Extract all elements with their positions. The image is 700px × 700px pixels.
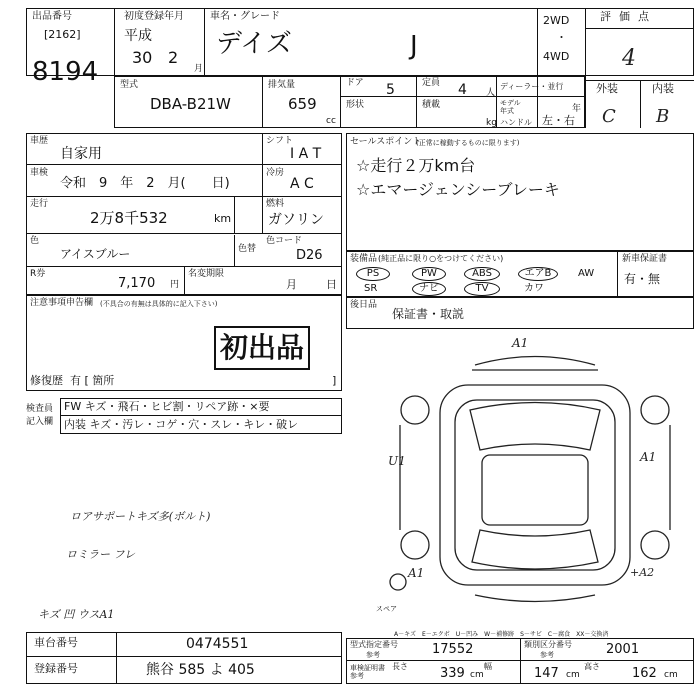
mileage: 2万8千532 <box>90 209 168 227</box>
cat-sub: 参考 <box>540 651 554 659</box>
cat-no: 2001 <box>606 642 640 657</box>
handwritten-line-1: ロアサポートキズ多(ボルト) <box>70 510 211 523</box>
mileage-label: 走行 <box>30 199 49 209</box>
shape-label: 形状 <box>346 100 365 110</box>
handwritten-line-3: キズ 凹 ウスA1 <box>38 608 115 621</box>
int-label: 内装 <box>652 82 674 95</box>
color-label: 色 <box>30 236 40 246</box>
recycle: 7,170 <box>118 276 156 291</box>
lot-sub: [2162] <box>44 28 81 41</box>
equip-pw[interactable]: PW <box>412 267 446 281</box>
chassis-label: 車台番号 <box>34 636 78 649</box>
plate: 熊谷 585 よ 405 <box>146 662 255 678</box>
int-grade: B <box>656 106 670 127</box>
notes-sub: (不具合の有無は具体的に記入下さい) <box>100 300 218 308</box>
model-label: 型式 <box>120 80 139 90</box>
entry-row-2: 内装 キズ・汚レ・コゲ・穴・スレ・キレ・破レ <box>64 418 299 431</box>
hgt-unit: cm <box>664 670 678 680</box>
transfer-day: 日 <box>326 278 337 291</box>
name-label: 車名・グレード <box>210 11 280 22</box>
equipment-row-2 <box>356 282 618 296</box>
hgt: 162 <box>632 666 657 681</box>
equip-sr[interactable]: SR <box>364 283 378 294</box>
size-label: 車検証明書 参考 <box>350 664 385 680</box>
drive-4wd[interactable]: 4WD <box>543 50 570 63</box>
use: 自家用 <box>60 146 102 162</box>
wid: 147 <box>534 666 559 681</box>
diagram-legend: A－キズ E－エクボ U－凹み W－補修跡 S－サビ C－腐食 XX－交換済 <box>394 631 609 638</box>
accessories-label: 後日品 <box>350 300 378 310</box>
hgt-label: 高さ <box>584 662 600 671</box>
sales-point-1: ☆走行２万km台 <box>356 156 476 175</box>
entry-label-1: 検査員 <box>26 404 54 414</box>
score-label: 評価点 <box>600 10 657 23</box>
notes-label: 注意事項申告欄 <box>30 298 94 308</box>
equipment-row-1 <box>356 267 618 281</box>
era: 平成 <box>124 28 152 44</box>
plate-label: 登録番号 <box>34 662 78 675</box>
inspect: 令和 9 年 2 月( 日) <box>60 176 230 191</box>
recolor-label: 色替 <box>238 244 257 254</box>
damage-mark-left: U1 <box>388 454 406 468</box>
fuel-label: 燃料 <box>266 199 285 209</box>
seats-label: 定員 <box>422 78 441 88</box>
shift: I A T <box>290 146 322 162</box>
equip-airbag[interactable]: エアB <box>518 267 558 281</box>
load-label: 積載 <box>422 100 441 110</box>
car-name: デイズ <box>216 29 292 59</box>
disp-unit: cc <box>326 116 336 126</box>
sales-point-2: ☆エマージェンシーブレーキ <box>356 180 560 199</box>
color-code: D26 <box>296 248 323 263</box>
load-unit: kg <box>486 118 497 128</box>
type-label: 型式指定番号 <box>350 640 398 649</box>
equipment-sub: (純正品に限り○をつけてください) <box>378 254 504 263</box>
equip-leather[interactable]: カワ <box>524 283 544 294</box>
sales-label: セールスポイント <box>350 137 422 147</box>
ext-grade: C <box>602 106 616 127</box>
handle[interactable]: 左・右 <box>542 114 575 127</box>
handle-label: ハンドル <box>500 118 532 127</box>
fuel: ガソリン <box>268 212 324 228</box>
lot-number: 8194 <box>32 57 99 87</box>
damage-mark-rear-right: +A2 <box>630 566 655 579</box>
len-unit: cm <box>470 670 484 680</box>
chassis: 0474551 <box>186 636 249 652</box>
drive-2wd[interactable]: 2WD <box>543 14 570 27</box>
ac: A C <box>290 176 314 192</box>
equip-ps[interactable]: PS <box>356 267 390 281</box>
transfer-month: 月 <box>286 278 297 291</box>
score-value: 4 <box>622 46 636 71</box>
year: 30 <box>132 48 153 67</box>
inspect-label: 車検 <box>30 168 49 178</box>
use-label: 車歴 <box>30 136 49 146</box>
handwritten-line-2: ロミラー フレ <box>66 548 136 561</box>
len: 339 <box>440 666 465 681</box>
disp-label: 排気量 <box>268 80 296 90</box>
type-no: 17552 <box>432 642 474 657</box>
transfer-label: 名変期限 <box>188 269 225 279</box>
seats: 4 <box>458 82 467 98</box>
color-code-label: 色コード <box>266 236 303 246</box>
equip-abs[interactable]: ABS <box>464 267 500 281</box>
model-year-label: モデル年式 <box>500 99 521 115</box>
entry-label-2: 記入欄 <box>26 417 54 427</box>
seats-unit: 人 <box>486 88 496 98</box>
first-listing-stamp: 初出品 <box>214 326 310 370</box>
doors-label: ドア <box>346 78 364 88</box>
drive-dot: ・ <box>556 31 567 44</box>
wid-label: 幅 <box>484 662 492 671</box>
dealer-label: ディーラー・並行 <box>500 82 564 91</box>
equip-tv[interactable]: TV <box>464 282 500 296</box>
entry-row-1: FW キズ・飛石・ヒビ割・リペア跡・×要 <box>64 400 270 413</box>
damage-mark-right: A1 <box>640 450 657 464</box>
year-unit: 年 <box>572 104 582 114</box>
ac-label: 冷房 <box>266 168 285 178</box>
damage-mark-rear-left: A1 <box>408 566 425 580</box>
equipment-label: 装備品 <box>350 254 378 264</box>
equip-navi[interactable]: ナビ <box>412 282 446 296</box>
sales-sub: (正常に稼動するものに限ります) <box>416 139 520 147</box>
lot-label: 出品番号 <box>32 11 72 22</box>
shift-label: シフト <box>266 136 294 146</box>
grade: J <box>410 31 418 61</box>
model: DBA-B21W <box>150 95 231 113</box>
warranty-label: 新車保証書 <box>622 254 668 264</box>
month-unit: 月 <box>194 64 204 74</box>
equip-aw[interactable]: AW <box>578 268 595 279</box>
repair: 有 [ 箇所 <box>70 374 115 387</box>
ext-label: 外装 <box>596 82 618 95</box>
spare-label: スペア <box>376 605 397 613</box>
color: アイスブルー <box>60 247 131 261</box>
repair-label: 修復歴 <box>30 374 63 387</box>
accessories: 保証書・取説 <box>392 307 465 321</box>
type-sub: 参考 <box>366 651 380 659</box>
recycle-label: R券 <box>30 269 46 279</box>
recycle-unit: 円 <box>170 280 180 290</box>
wid-unit: cm <box>566 670 580 680</box>
len-label: 長さ <box>392 662 408 671</box>
warranty[interactable]: 有・無 <box>624 272 661 286</box>
mileage-unit: km <box>214 212 232 225</box>
repair-close: ] <box>332 374 337 387</box>
cat-label: 類別区分番号 <box>524 640 572 649</box>
disp: 659 <box>288 95 317 113</box>
reg-label: 初度登録年月 <box>124 11 184 22</box>
doors: 5 <box>386 82 395 98</box>
month: 2 <box>168 48 179 67</box>
damage-mark-front: A1 <box>512 336 529 350</box>
